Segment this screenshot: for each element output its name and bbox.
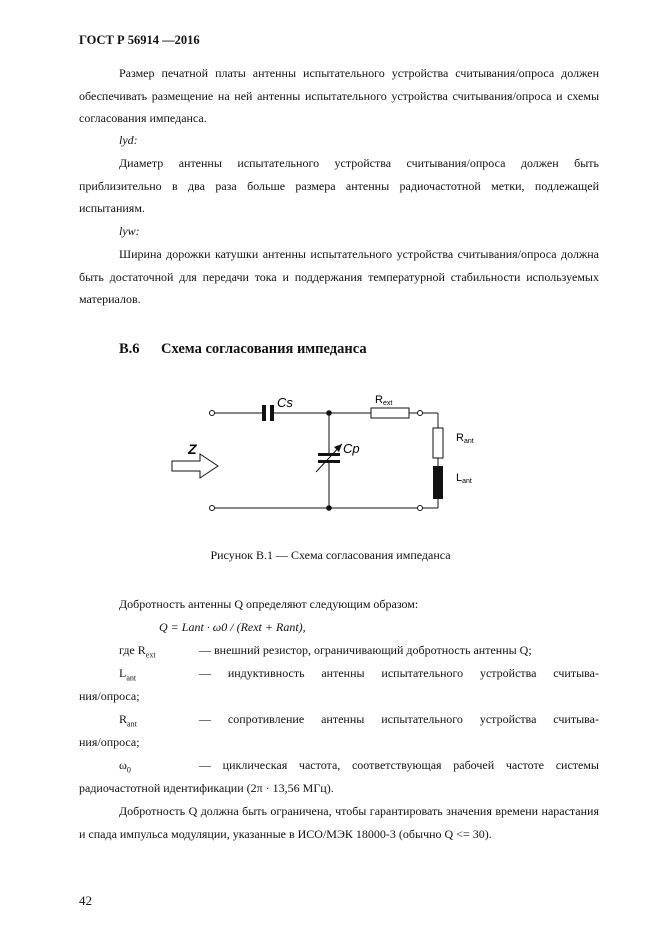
section-heading bbox=[119, 341, 367, 358]
impedance-matching-circuit bbox=[0, 380, 661, 530]
label-lyw: lyw: bbox=[119, 224, 140, 238]
desc-rant: — сопротивление антенны испытательного устройства считыва- bbox=[199, 712, 599, 726]
resistor-rant bbox=[433, 428, 443, 458]
paragraph-text: Добротность Q должна быть ограничена, чтобы гарантировать значения времени нарастания и спада импульса модуляции, указанные в ИСО/МЭК 18000-3 (обычно Q <= 30). bbox=[79, 804, 599, 841]
q-intro: Добротность антенны Q определяют следующим образом: bbox=[119, 597, 419, 611]
desc-lant: — индуктивность антенны испытательного устройства считыва- bbox=[199, 666, 599, 680]
section-number: В.6 bbox=[119, 341, 140, 357]
desc-omega0: — циклическая частота, соответствующая рабочей частоте системы bbox=[199, 758, 599, 772]
terminal-bottom-left bbox=[210, 506, 215, 511]
inductor-lant bbox=[433, 466, 443, 499]
terminal-top-right bbox=[418, 411, 423, 416]
term-rext: где $R_{ext}$ bbox=[119, 643, 156, 660]
terminal-bottom-right bbox=[418, 506, 423, 511]
paragraph-text: Диаметр антенны испытательного устройства считывания/опроса должен быть приблизительно в два раза больше размера антенны радиочастотной метки, подлежащей испытаниям. bbox=[79, 156, 599, 215]
paragraph-pcb-size bbox=[79, 62, 599, 130]
label-rext: Rext bbox=[375, 394, 393, 407]
capacitor-cs bbox=[262, 405, 274, 421]
term-omega0: $\omega_0$ bbox=[119, 758, 131, 775]
desc-omega0-cont: радиочастотной идентификации (2π · 13,56 МГц). bbox=[79, 781, 334, 795]
section-title: Схема согласования импеданса bbox=[161, 341, 367, 357]
paragraph-track-width bbox=[79, 243, 599, 311]
paragraph-text: Размер печатной платы антенны испытательного устройства считывания/опроса должен обеспечивать размещение на ней антенны испытательного устройства считывания/опроса и схемы согласования импеданса. bbox=[79, 66, 599, 125]
q-formula: Q = Lant · ω0 / (Rext + Rant), bbox=[159, 620, 306, 634]
term-lant: $L_{ant}$ bbox=[119, 666, 137, 683]
term-rant: $R_{ant}$ bbox=[119, 712, 137, 729]
terminal-top-left bbox=[210, 411, 215, 416]
label-cp: Cp bbox=[343, 441, 360, 456]
paragraph-antenna-diameter bbox=[79, 152, 599, 220]
desc-lant-cont: ния/опроса; bbox=[79, 689, 140, 703]
label-cs: Cs bbox=[277, 395, 293, 410]
paragraph-text: Ширина дорожки катушки антенны испытательного устройства считывания/опроса должна быть достаточной для передачи тока и поддержания температурной стабильности используемых материалов. bbox=[79, 247, 599, 306]
label-rant: Rant bbox=[456, 432, 474, 445]
document-header: ГОСТ Р 56914 —2016 bbox=[79, 33, 200, 47]
resistor-rext bbox=[371, 408, 409, 418]
label-z: Z bbox=[188, 441, 197, 457]
figure-caption: Рисунок В.1 — Схема согласования импеданса bbox=[210, 548, 451, 562]
paragraph-q-limit bbox=[79, 800, 599, 845]
label-lant: Lant bbox=[456, 472, 472, 485]
desc-rant-cont: ния/опроса; bbox=[79, 735, 140, 749]
label-lyd: lyd: bbox=[119, 133, 138, 147]
page-number: 42 bbox=[79, 893, 92, 908]
desc-rext: — внешний резистор, ограничивающий добротность антенны Q; bbox=[199, 643, 532, 657]
